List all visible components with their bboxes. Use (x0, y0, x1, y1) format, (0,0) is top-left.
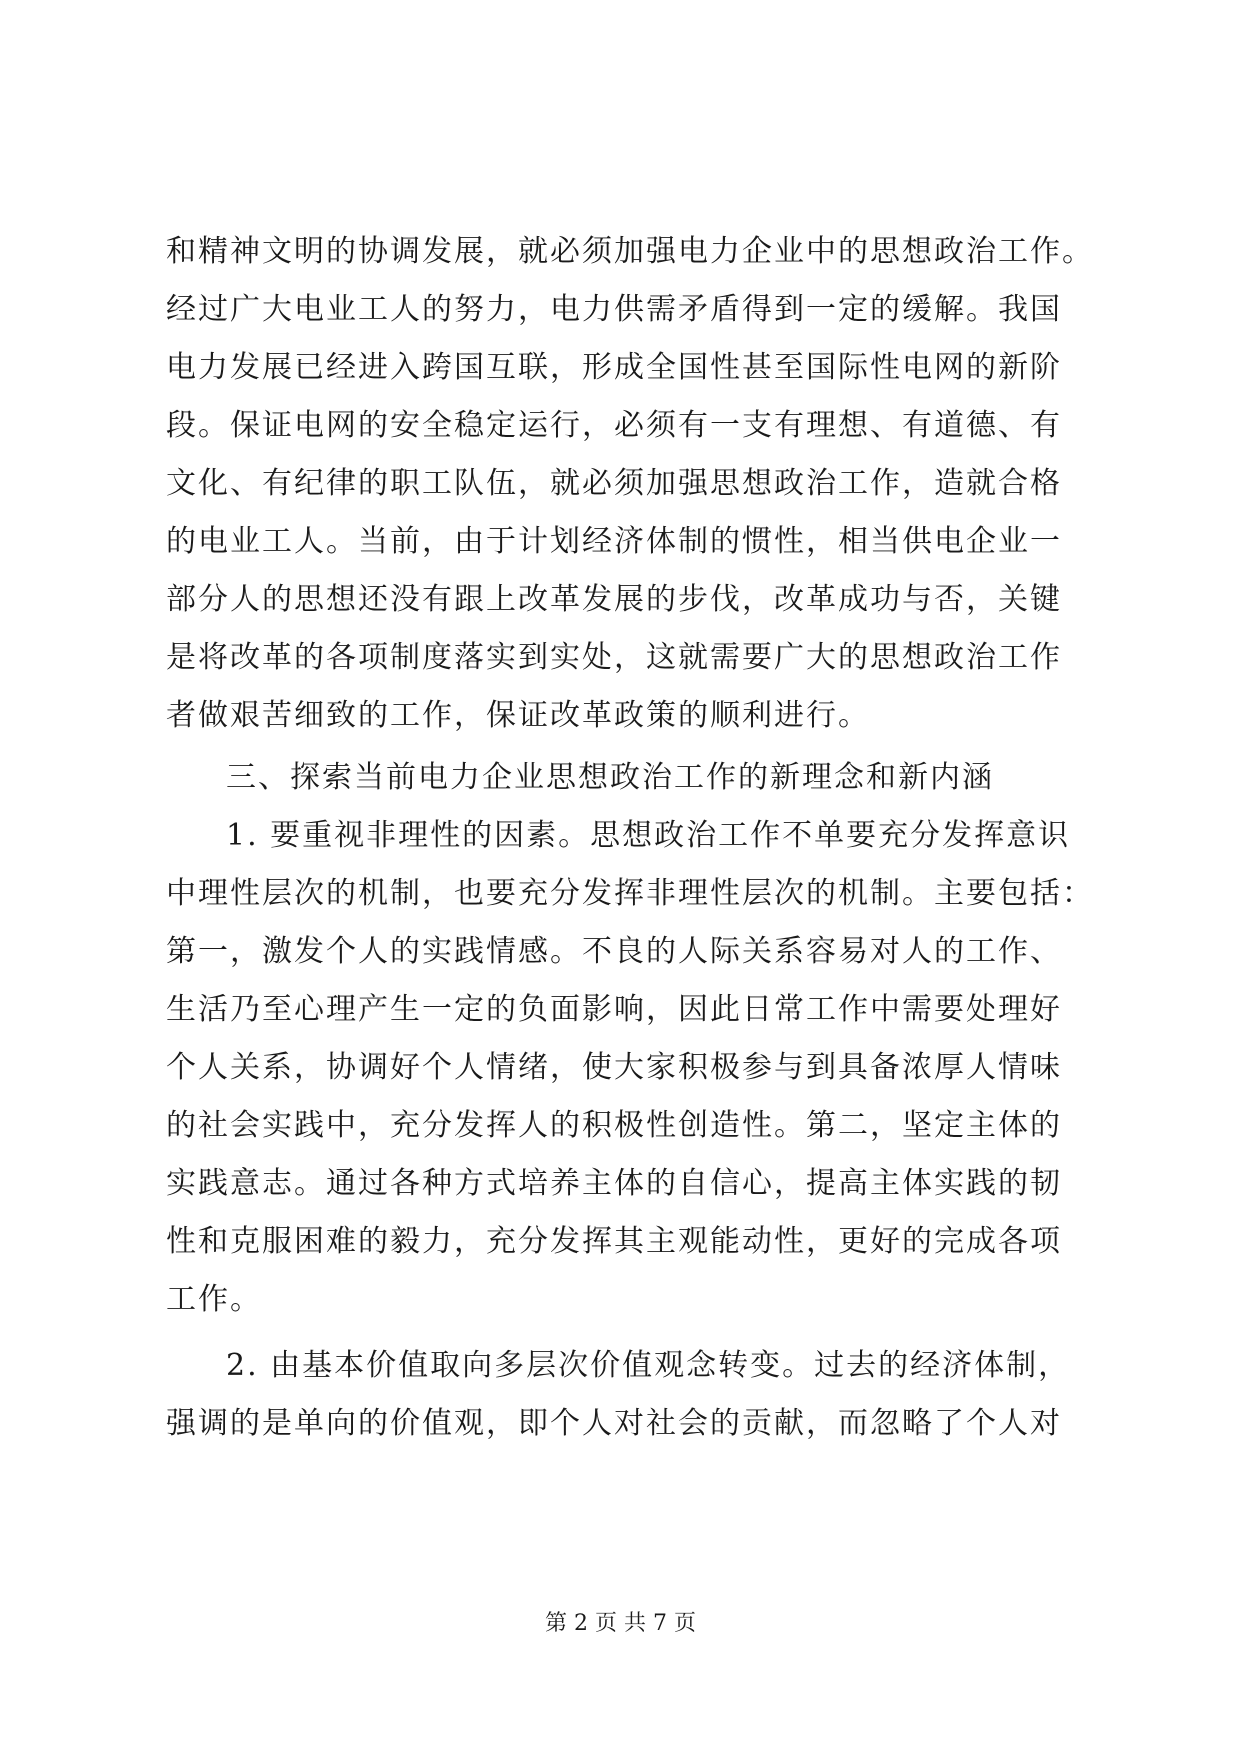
paragraph-line: 中理性层次的机制，也要充分发挥非理性层次的机制。主要包括： (166, 876, 1094, 911)
paragraph-line: 者做艰苦细致的工作，保证改革政策的顺利进行。 (166, 698, 870, 733)
paragraph-line: 和精神文明的协调发展，就必须加强电力企业中的思想政治工作。 (166, 234, 1094, 269)
paragraph-line: 文化、有纪律的职工队伍，就必须加强思想政治工作，造就合格 (166, 466, 1062, 501)
paragraph-line: 2. 由基本价值取向多层次价值观念转变。过去的经济体制， (226, 1348, 1071, 1383)
paragraph-line: 工作。 (166, 1282, 262, 1317)
paragraph-line: 部分人的思想还没有跟上改革发展的步伐，改革成功与否，关键 (166, 582, 1062, 617)
paragraph-line: 电力发展已经进入跨国互联，形成全国性甚至国际性电网的新阶 (166, 350, 1062, 385)
paragraph-line: 的社会实践中，充分发挥人的积极性创造性。第二，坚定主体的 (166, 1108, 1062, 1143)
paragraph-line: 个人关系，协调好个人情绪，使大家积极参与到具备浓厚人情味 (166, 1050, 1062, 1085)
paragraph-line: 经过广大电业工人的努力，电力供需矛盾得到一定的缓解。我国 (166, 292, 1062, 327)
paragraph-line: 第一，激发个人的实践情感。不良的人际关系容易对人的工作、 (166, 934, 1062, 969)
paragraph-line: 段。保证电网的安全稳定运行，必须有一支有理想、有道德、有 (166, 408, 1062, 443)
paragraph-line: 生活乃至心理产生一定的负面影响，因此日常工作中需要处理好 (166, 992, 1062, 1027)
paragraph-line: 实践意志。通过各种方式培养主体的自信心，提高主体实践的韧 (166, 1166, 1062, 1201)
page-number-footer: 第 2 页 共 7 页 (545, 1611, 696, 1636)
paragraph-line: 1. 要重视非理性的因素。思想政治工作不单要充分发挥意识 (226, 818, 1071, 853)
paragraph-line: 强调的是单向的价值观，即个人对社会的贡献，而忽略了个人对 (166, 1406, 1062, 1441)
section-heading: 三、探索当前电力企业思想政治工作的新理念和新内涵 (226, 760, 994, 795)
paragraph-line: 是将改革的各项制度落实到实处，这就需要广大的思想政治工作 (166, 640, 1062, 675)
paragraph-line: 的电业工人。当前，由于计划经济体制的惯性，相当供电企业一 (166, 524, 1062, 559)
paragraph-line: 性和克服困难的毅力，充分发挥其主观能动性，更好的完成各项 (166, 1224, 1062, 1259)
